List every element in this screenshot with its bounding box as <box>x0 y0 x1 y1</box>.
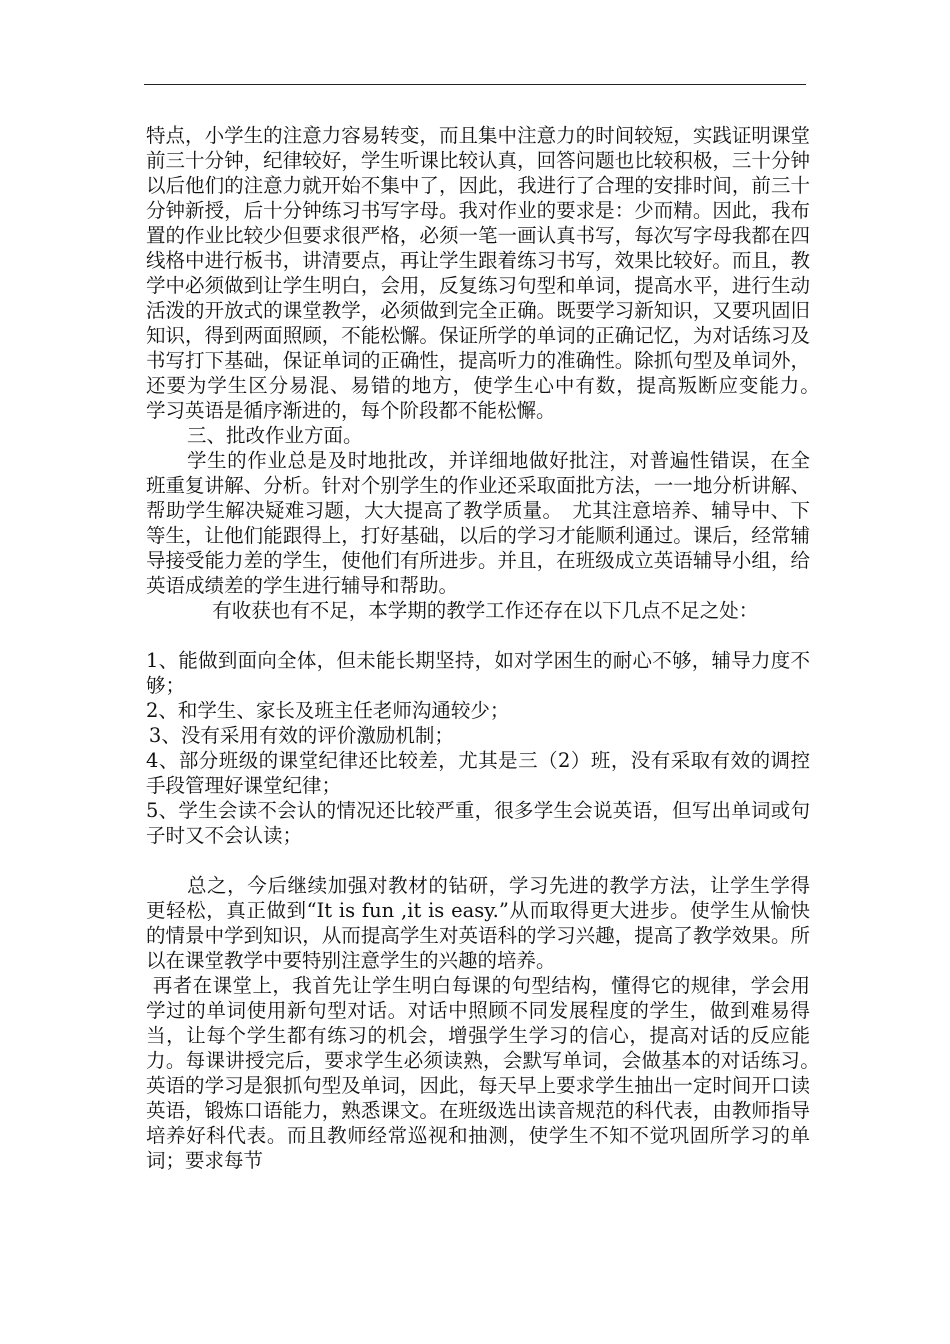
paragraph-homework-correction: 学生的作业总是及时地批改，并详细地做好批注，对普遍性错误，在全班重复讲解、分析。针对个别学生的作业还采取面批方法，一一地分析讲解、帮助学生解决疑难习题，大大提高了教学质量。 尤其注意培养、辅导中、下等生，让他们能跟得上，打好基础，以后的学习才能顺利通过。课后，经常辅导接受能力差的学生，使他们有所进步。并且，在班级成立英语辅导小组，给英语成绩差的学生进行辅导和帮助。 <box>146 449 810 597</box>
section-heading-homework: 三、批改作业方面。 <box>186 424 363 447</box>
blank-line <box>146 623 810 648</box>
shortcoming-item: 4、部分班级的课堂纪律还比较差，尤其是三（2）班，没有采取有效的调控手段管理好课堂纪律； <box>146 749 810 797</box>
paragraph-class-time: 特点，小学生的注意力容易转变，而且集中注意力的时间较短，实践证明课堂前三十分钟，纪律较好，学生听课比较认真，回答问题也比较积极，三十分钟以后他们的注意力就开始不集中了，因此，我进行了合理的安排时间，前三十分钟新授，后十分钟练习书写字母。我对作业的要求是：少而精。因此，我布置的作业比较少但要求很严格，必须一笔一画认真书写，每次写字母我都在四线格中进行板书，讲清要点，再让学生跟着练习书写，效果比较好。而且，教学中必须做到让学生明白，会用，反复练习句型和单词，提高水平，进行生动活泼的开放式的课堂教学，必须做到完全正确。既要学习新知识，又要巩固旧知识，得到两面照顾，不能松懈。保证所学的单词的正确记忆，为对话练习及书写打下基础，保证单词的正确性，提高听力的准确性。除抓句型及单词外，还要为学生区分易混、易错的地方，使学生心中有数，提高叛断应变能力。 学习英语是循序渐进的，每个阶段都不能松懈。 <box>146 124 830 422</box>
header-rule <box>144 84 806 85</box>
paragraph-summary: 总之，今后继续加强对教材的钻研，学习先进的教学方法，让学生学得更轻松，真正做到“It is fun ,it is easy.”从而取得更大进步。使学生从愉快的情景中学到知识，从而提高学生对英语科的学习兴趣，提高了教学效果。所以在课堂教学中要特别注意学生的兴趣的培养。 <box>146 874 810 972</box>
document-body <box>146 123 850 1173</box>
shortcoming-item: 3、没有采用有效的评价激励机制； <box>148 724 454 747</box>
shortcoming-item: 2、和学生、家长及班主任老师沟通较少； <box>146 699 510 722</box>
shortcoming-item: 5、学生会读不会认的情况还比较严重，很多学生会说英语，但写出单词或句子时又不会认读； <box>146 799 810 847</box>
paragraph-shortcomings-intro: 有收获也有不足，本学期的教学工作还存在以下几点不足之处： <box>212 599 759 622</box>
shortcoming-item: 1、能做到面向全体，但未能长期坚持，如对学困生的耐心不够，辅导力度不够； <box>146 649 810 697</box>
blank-line <box>146 848 810 873</box>
paragraph-classroom-practice: 再者在课堂上，我首先让学生明白每课的句型结构，懂得它的规律，学会用学过的单词使用新句型对话。对话中照顾不同发展程度的学生，做到难易得当，让每个学生都有练习的机会，增强学生学习的信心，提高对话的反应能力。每课讲授完后，要求学生必须读熟，会默写单词，会做基本的对话练习。 英语的学习是狠抓句型及单词，因此，每天早上要求学生抽出一定时间开口读英语，锻炼口语能力，熟悉课文。在班级选出读音规范的科代表，由教师指导培养好科代表。而且教师经常巡视和抽测，使学生不知不觉巩固所学习的单词；要求每节 <box>146 974 850 1172</box>
